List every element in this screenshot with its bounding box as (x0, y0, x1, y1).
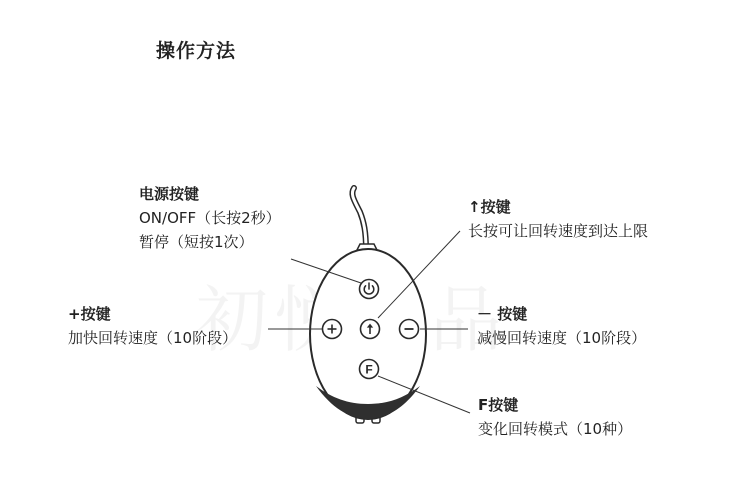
plus-button[interactable] (323, 320, 342, 339)
label-minus-line1: 减慢回转速度（10阶段） (477, 329, 647, 347)
f-button[interactable] (360, 360, 379, 379)
label-power-line2: 暂停（短按1次） (139, 233, 254, 251)
label-f (478, 393, 632, 441)
label-power-line1: ON/OFF（长按2秒） (139, 209, 281, 227)
minus-button[interactable] (400, 320, 419, 339)
label-up (468, 195, 648, 243)
up-button[interactable] (361, 320, 380, 339)
label-minus-heading: － 按键 (477, 305, 528, 323)
label-f-line1: 变化回转模式（10种） (478, 420, 633, 438)
label-power-heading: 电源按键 (139, 185, 200, 203)
label-up-heading: ↑按键 (468, 198, 511, 216)
power-button[interactable] (360, 280, 379, 299)
label-minus (477, 302, 646, 350)
label-up-line1: 长按可让回转速度到达上限 (468, 222, 649, 240)
label-plus-line1: 加快回转速度（10阶段） (68, 329, 238, 347)
label-plus (68, 302, 237, 350)
label-f-heading: F按键 (478, 396, 519, 414)
label-power (139, 182, 281, 254)
label-plus-heading: +按键 (68, 305, 111, 323)
page-title: 操作方法 (156, 40, 237, 62)
letter-f-icon: F (365, 362, 373, 377)
